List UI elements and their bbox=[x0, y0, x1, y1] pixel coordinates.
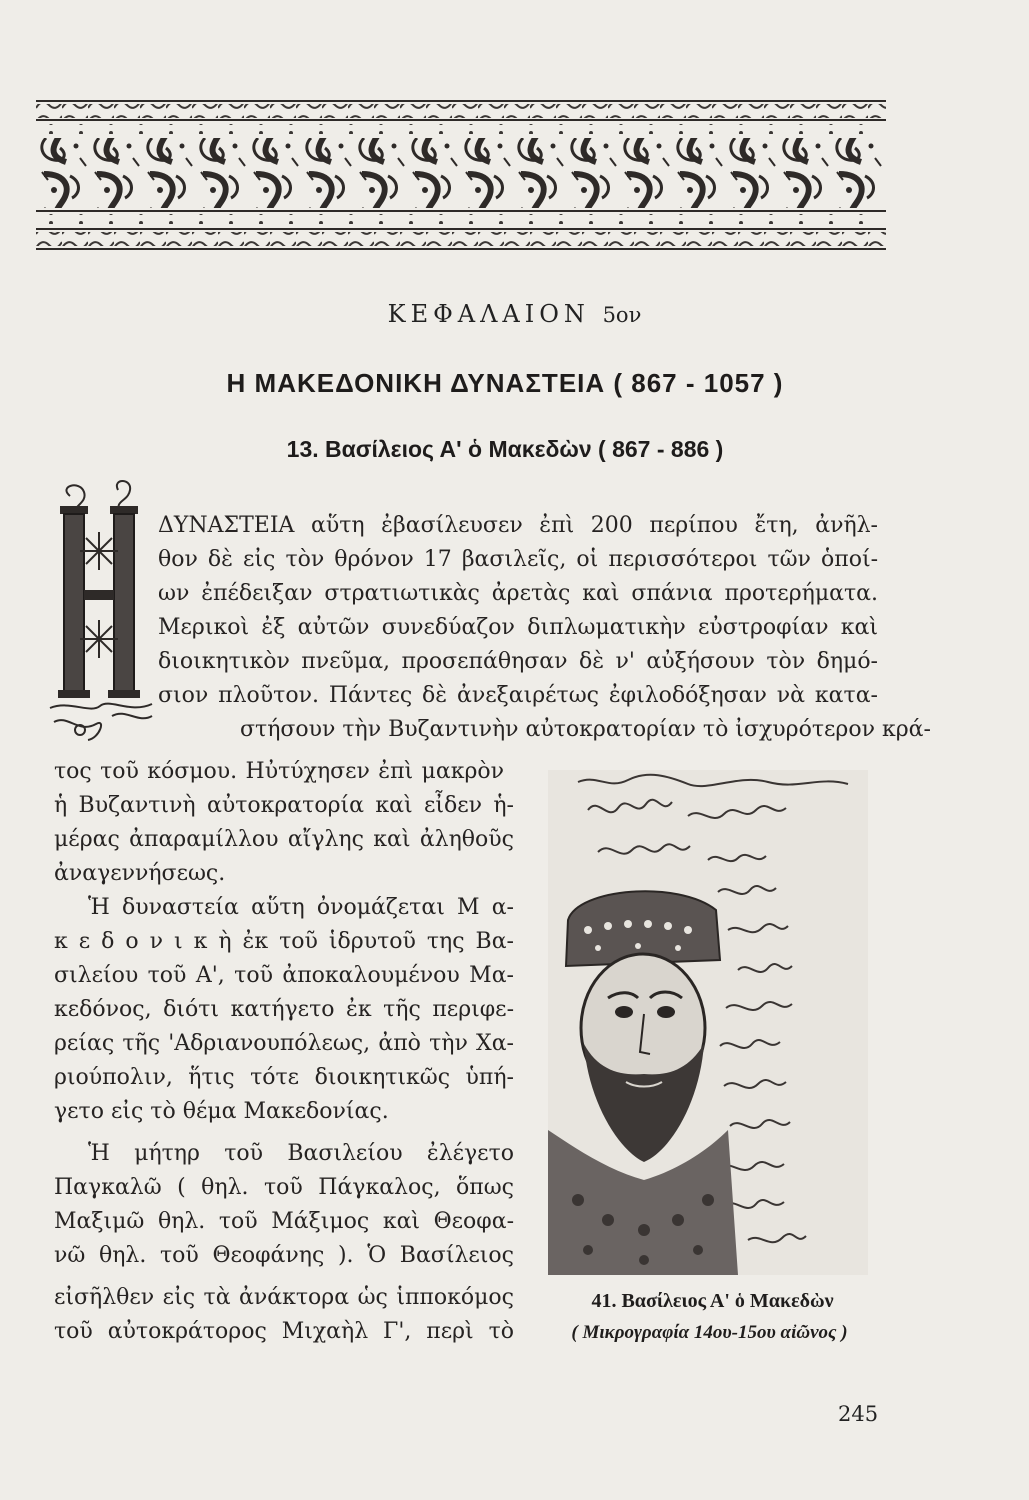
text-line: σιον πλοῦτον. Πάντες δὲ ἀνεξαιρέτως ἐφιλοδόξησαν νὰ κατα- bbox=[158, 683, 878, 708]
text-line: κεδόνος, διότι κατήγετο ἐκ τῆς περιφε- bbox=[54, 997, 514, 1022]
text-line: θον δὲ εἰς τὸν θρόνον 17 βασιλεῖς, οἱ περισσότεροι τῶν ὁποί- bbox=[158, 547, 878, 572]
page-number: 245 bbox=[838, 1402, 879, 1426]
text-line: ἀναγεννήσεως. bbox=[54, 861, 226, 886]
text-line: τος τοῦ κόσμου. Ηὐτύχησεν ἐπὶ μακρὸν bbox=[54, 759, 504, 784]
chapter-heading bbox=[0, 300, 1029, 328]
text-line: ΔΥΝΑΣΤΕΙΑ αὕτη ἐβασίλευσεν ἐπὶ 200 περίπου ἔτη, ἀνῆλ- bbox=[158, 513, 878, 538]
text-line: σιλείου τοῦ Α', τοῦ ἀποκαλουμένου Μα- bbox=[54, 963, 514, 988]
text-line: τοῦ αὐτοκράτορος Μιχαὴλ Γ', περὶ τὸ bbox=[54, 1319, 514, 1344]
figure-subcaption: ( Μικρογραφία 14ου-15ου αἰῶνος ) bbox=[571, 1322, 848, 1343]
text-line: Μαξιμῶ θηλ. τοῦ Μάξιμος καὶ Θεοφα- bbox=[54, 1209, 514, 1234]
text-line: Ἡ μήτηρ τοῦ Βασιλείου ἐλέγετο bbox=[88, 1141, 514, 1166]
chapter-ordinal: 5ον bbox=[602, 303, 642, 327]
emperor-miniature-image bbox=[548, 770, 868, 1275]
section-title: 13. Βασίλειος Α' ὁ Μακεδὼν ( 867 - 886 ) bbox=[286, 436, 724, 462]
text-line: μέρας ἀπαραμίλλου αἴγλης καὶ ἀληθοῦς bbox=[54, 827, 514, 852]
text-line: ἡ Βυζαντινὴ αὐτοκρατορία καὶ εἶδεν ἡ- bbox=[54, 793, 514, 818]
text-line: κ ε δ ο ν ι κ ὴ ἐκ τοῦ ἱδρυτοῦ της Βα- bbox=[54, 929, 514, 954]
text-line: ριούπολιν, ἥτις τότε διοικητικῶς ὑπή- bbox=[54, 1065, 514, 1090]
page-title: Η ΜΑΚΕΔΟΝΙΚΗ ΔΥΝΑΣΤΕΙΑ ( 867 - 1057 ) bbox=[226, 368, 784, 398]
text-line: Μερικοὶ ἐξ αὐτῶν συνεδύαζον διπλωματικὴν εὐστροφίαν καὶ bbox=[158, 615, 878, 640]
text-line: ρείας τῆς 'Αδριανουπόλεως, ἀπὸ τὴν Χα- bbox=[54, 1031, 514, 1056]
figure-caption: 41. Βασίλειος Α' ὁ Μακεδὼν bbox=[591, 1290, 834, 1312]
text-line: διοικητικὸν πνεῦμα, προσεπάθησαν δὲ ν' αὐξήσουν τὸν δημό- bbox=[158, 649, 878, 674]
text-line: Παγκαλῶ ( θηλ. τοῦ Πάγκαλος, ὅπως bbox=[54, 1175, 514, 1200]
text-line: ων ἐπέδειξαν στρατιωτικὰς ἀρετὰς καὶ σπάνια προτερήματα. bbox=[158, 581, 878, 606]
text-line: εἰσῆλθεν εἰς τὰ ἀνάκτορα ὡς ἱπποκόμος bbox=[54, 1285, 514, 1310]
text-line: στήσουν τὴν Βυζαντινὴν αὐτοκρατορίαν τὸ ἰσχυρότερον κρά- bbox=[240, 717, 931, 742]
text-line: γετο εἰς τὸ θέμα Μακεδονίας. bbox=[54, 1099, 389, 1124]
chapter-label: ΚΕΦΑΛΑΙΟΝ bbox=[387, 300, 590, 328]
text-line: νῶ θηλ. τοῦ Θεοφάνης ). Ὁ Βασίλειος bbox=[54, 1243, 514, 1268]
text-line: Ἡ δυναστεία αὕτη ὀνομάζεται Μ α- bbox=[88, 895, 514, 920]
ornamental-header-band bbox=[36, 98, 886, 253]
